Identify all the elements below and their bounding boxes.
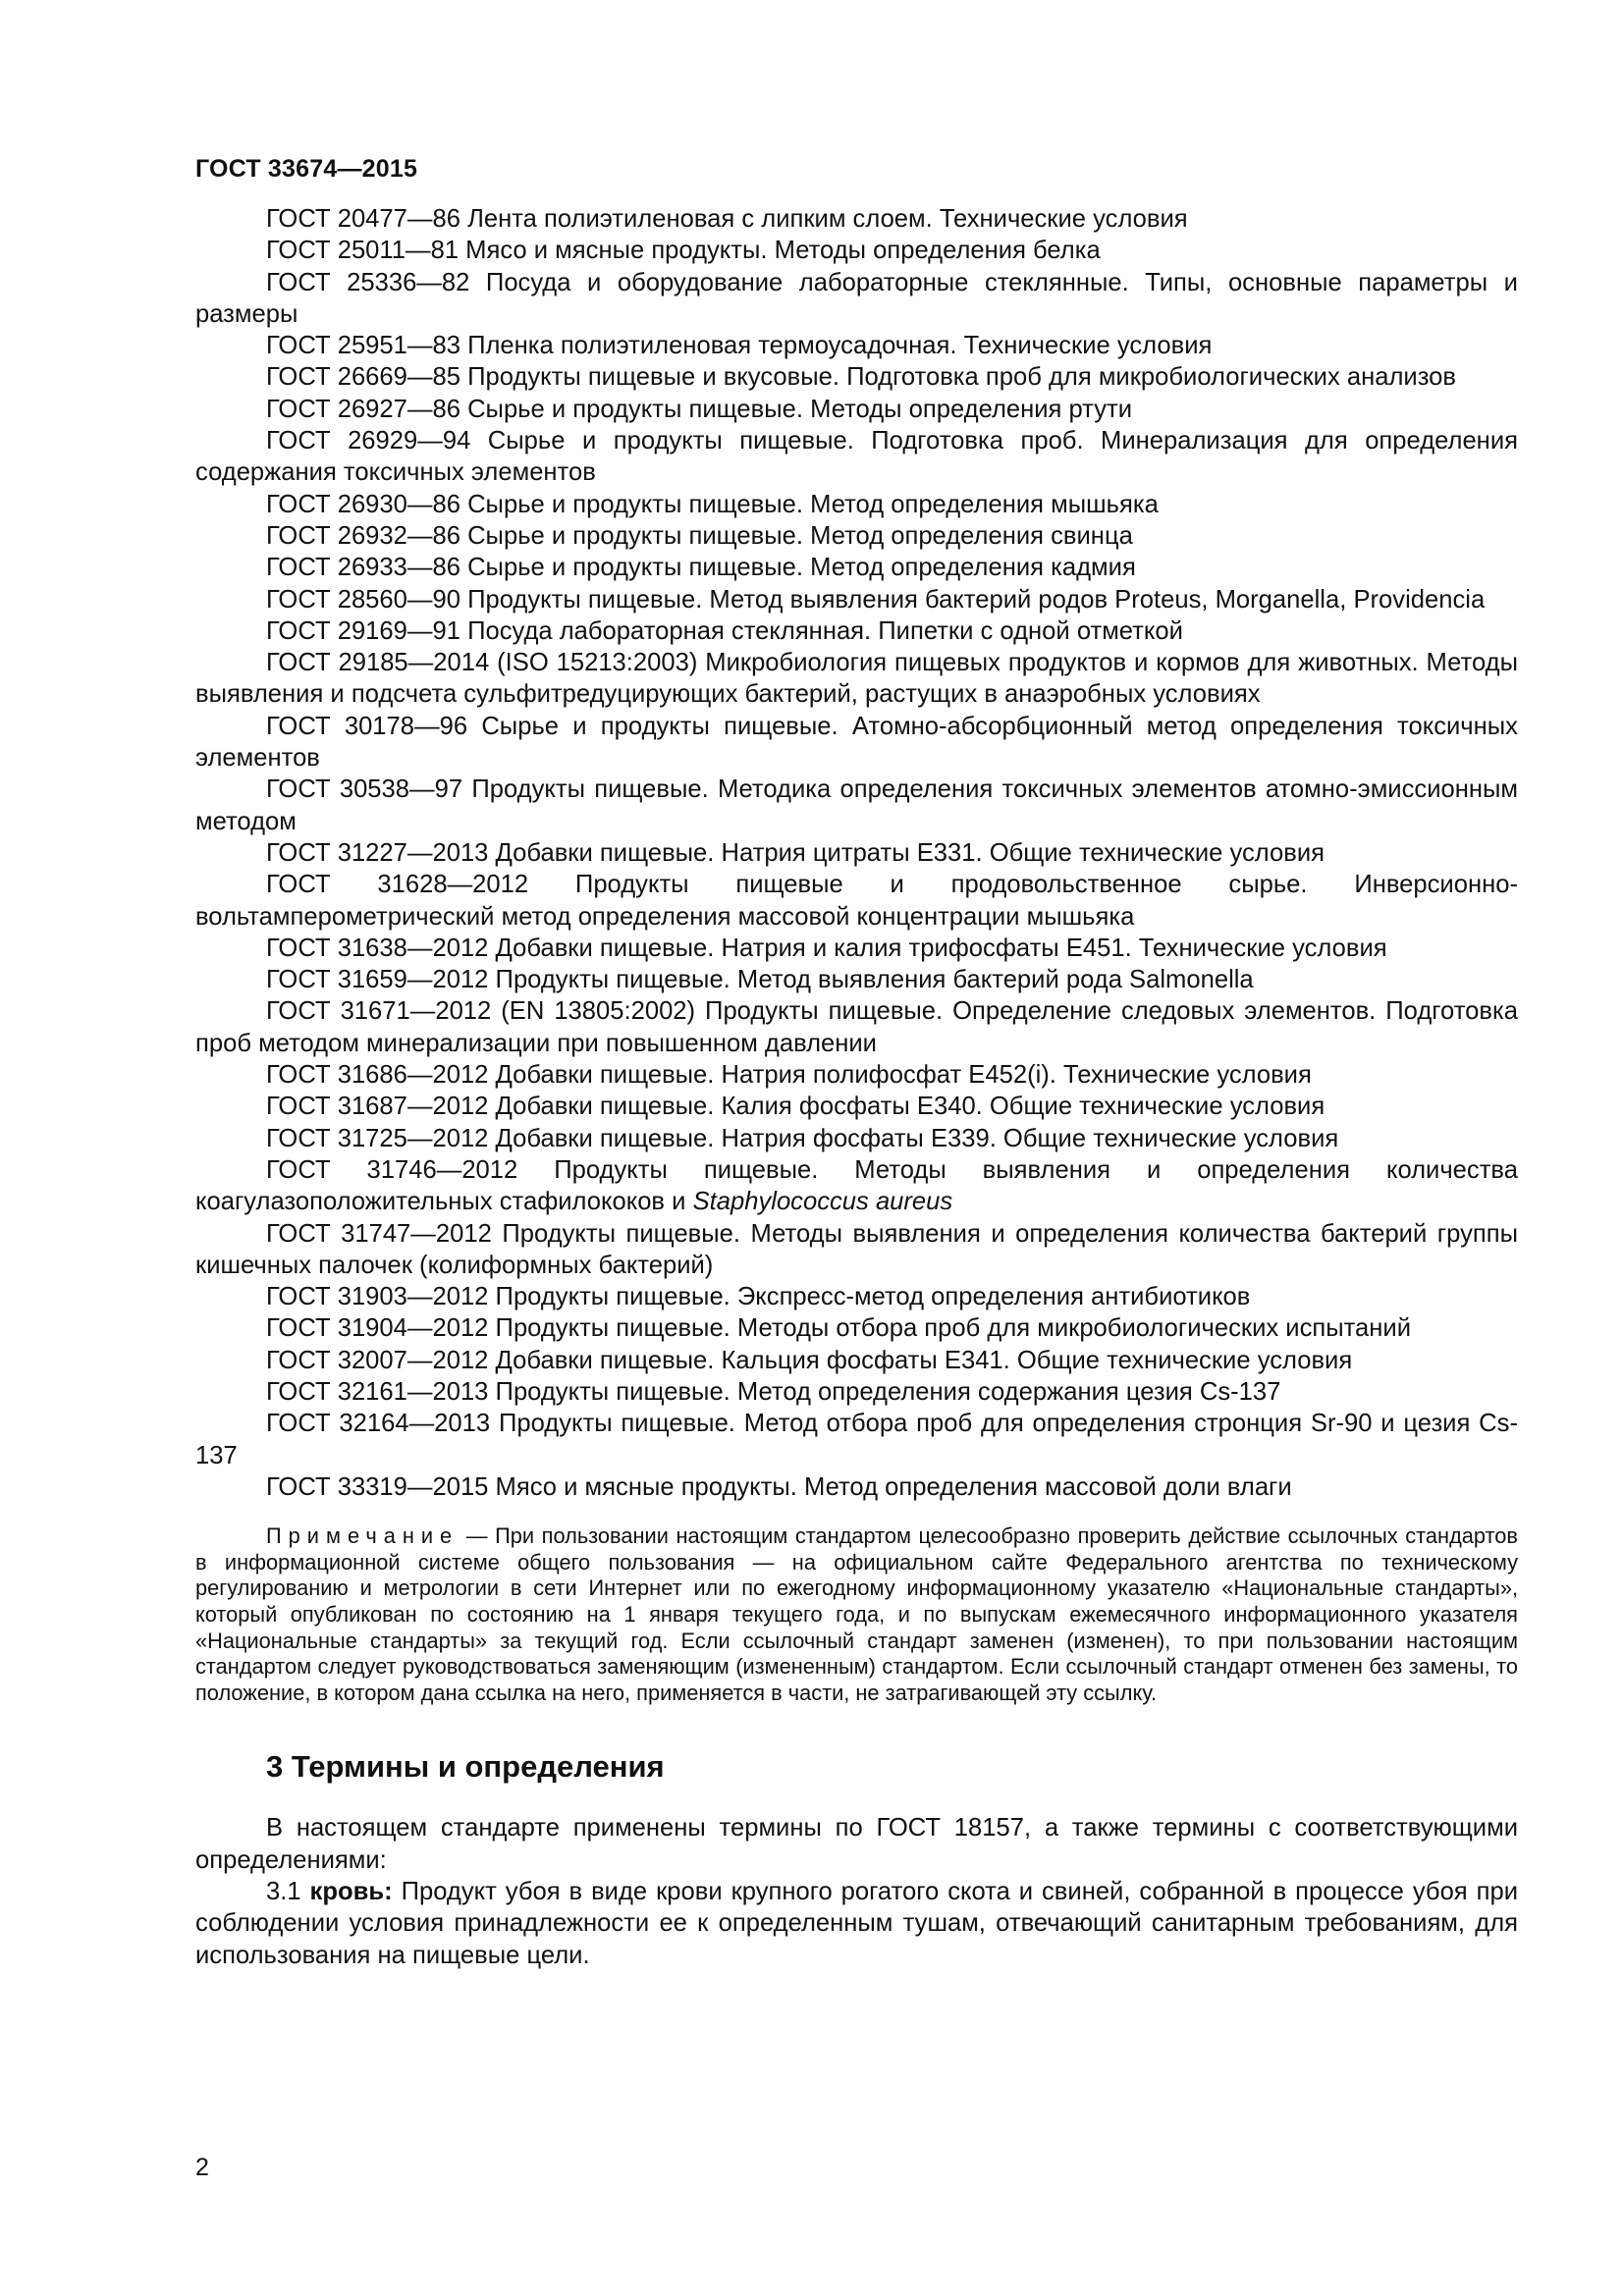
term-definition: Продукт убоя в виде крови крупного рогатого скота и свиней, собранной в процессе убоя при соблюдении условия принадлежности ее к определенным тушам, отвечающий санитарным требованиям, для использования на пищевые цели.: [195, 1877, 1518, 1969]
section-3-intro: В настоящем стандарте применены термины по ГОСТ 18157, а также термины с соответствующими определениями:: [195, 1814, 1518, 1874]
reference-code: ГОСТ 31903—2012: [266, 1283, 489, 1311]
reference-code: ГОСТ 31227—2013: [266, 838, 489, 867]
reference-title: Мясо и мясные продукты. Методы определения белка: [465, 237, 1101, 265]
reference-code: ГОСТ 31687—2012: [266, 1093, 489, 1121]
reference-title: Продукты пищевые. Метод определения содержания цезия Cs-137: [495, 1377, 1281, 1406]
reference-item: [195, 1091, 1518, 1122]
reference-title: Пленка полиэтиленовая термоусадочная. Технические условия: [467, 332, 1213, 360]
reference-title: Продукты пищевые и продовольственное сырье. Инверсионно-вольтамперометрический метод определения массовой концентрации мышьяка: [195, 871, 1518, 931]
document-header-code: ГОСТ 33674—2015: [195, 155, 418, 183]
reference-item: [195, 267, 1518, 331]
note-paragraph: [195, 1523, 1518, 1706]
reference-title: Продукты пищевые. Методы выявления и определения количества коагулазоположительных стафилококов и: [195, 1155, 1518, 1216]
reference-item: [195, 489, 1518, 520]
reference-code: ГОСТ 32161—2013: [266, 1377, 489, 1406]
reference-title: Добавки пищевые. Калия фосфаты Е340. Общие технические условия: [495, 1093, 1325, 1121]
reference-title: Посуда и оборудование лабораторные стеклянные. Типы, основные параметры и размеры: [195, 268, 1518, 328]
document-body: [195, 203, 1518, 1971]
reference-item: [195, 520, 1518, 552]
reference-title: Сырье и продукты пищевые. Методы определения ртути: [467, 395, 1133, 423]
reference-code: ГОСТ 30178—96: [266, 712, 468, 740]
reference-code: ГОСТ 20477—86: [266, 205, 460, 233]
reference-code: ГОСТ 26932—86: [266, 521, 460, 550]
term-name: кровь:: [309, 1877, 393, 1905]
reference-code: ГОСТ 29169—91: [266, 616, 460, 645]
reference-title: Сырье и продукты пищевые. Метод определения кадмия: [467, 554, 1136, 582]
reference-title: Сырье и продукты пищевые. Атомно-абсорбционный метод определения токсичных элементов: [195, 712, 1518, 773]
reference-title: Добавки пищевые. Натрия цитраты Е331. Общие технические условия: [495, 838, 1325, 867]
reference-code: ГОСТ 31746—2012: [266, 1155, 518, 1184]
section-3-title: 3 Термины и определения: [266, 1749, 665, 1785]
reference-code: ГОСТ 31671—2012: [266, 997, 492, 1026]
reference-item: [195, 203, 1518, 235]
note-text: — При пользовании настоящим стандартом целесообразно проверить действие ссылочных стандартов в информационной системе общего пользования — на официальном сайте Федерального агентства по техническому регулированию и метрологии в сети Интернет или по ежегодному информационному указателю «Национальные стандарты», который опубликован по состоянию на 1 января текущего года, и по выпускам ежемесячного информационного указателя «Национальные стандарты» за текущий год. Если ссылочный стандарт заменен (изменен), то при пользовании настоящим стандартом следует руководствоваться заменяющим (измененным) стандартом. Если ссылочный стандарт отменен без замены, то положение, в котором дана ссылка на него, применяется в части, не затрагивающей эту ссылку.: [195, 1523, 1518, 1705]
reference-title: Продукты пищевые. Метод выявления бактерий родов Proteus, Morganella, Providencia: [467, 585, 1486, 614]
reference-code: ГОСТ 26669—85: [266, 363, 460, 392]
reference-title: Посуда лабораторная стеклянная. Пипетки с одной отметкой: [467, 616, 1183, 645]
reference-item: [195, 1345, 1518, 1376]
reference-item: [195, 711, 1518, 774]
reference-code: ГОСТ 29185—2014: [266, 649, 490, 677]
reference-code: ГОСТ 25951—83: [266, 332, 460, 360]
reference-item: [195, 425, 1518, 489]
reference-item: [195, 837, 1518, 869]
reference-title-italic: Staphylococcus aureus: [692, 1188, 953, 1216]
term-number: 3.1: [266, 1877, 301, 1905]
reference-code: ГОСТ 31725—2012: [266, 1124, 489, 1152]
reference-item: [195, 235, 1518, 266]
reference-item: [195, 1312, 1518, 1344]
reference-code: ГОСТ 31686—2012: [266, 1061, 489, 1090]
reference-code: ГОСТ 25336—82: [266, 268, 470, 296]
reference-title: Лента полиэтиленовая с липким слоем. Технические условия: [467, 205, 1188, 233]
reference-item: [195, 933, 1518, 964]
reference-code: ГОСТ 26933—86: [266, 554, 460, 582]
reference-code: ГОСТ 31747—2012: [266, 1219, 492, 1248]
reference-code: ГОСТ 30538—97: [266, 775, 463, 804]
reference-item: [195, 1218, 1518, 1282]
reference-item: [195, 552, 1518, 583]
reference-title: (ISO 15213:2003) Микробиология пищевых продуктов и кормов для животных. Методы выявления и подсчета сульфитредуцирующих бактерий, растущих в анаэробных условиях: [195, 649, 1518, 709]
reference-item: [195, 584, 1518, 615]
reference-code: ГОСТ 32164—2013: [266, 1410, 491, 1438]
reference-item: [195, 995, 1518, 1059]
reference-item: [195, 647, 1518, 711]
reference-item: [195, 964, 1518, 995]
reference-item: [195, 361, 1518, 393]
reference-item: [195, 1408, 1518, 1471]
reference-title: Сырье и продукты пищевые. Метод определения мышьяка: [467, 490, 1159, 518]
reference-title: Продукты пищевые. Метод выявления бактерий рода Salmonella: [495, 966, 1254, 994]
reference-code: ГОСТ 33319—2015: [266, 1472, 489, 1501]
reference-item: [195, 615, 1518, 647]
reference-title: Продукты пищевые. Экспресс-метод определения антибиотиков: [495, 1283, 1251, 1311]
page-number: 2: [195, 2154, 209, 2181]
reference-title: Продукты пищевые. Методы отбора проб для микробиологических испытаний: [495, 1314, 1412, 1343]
reference-code: ГОСТ 31904—2012: [266, 1314, 489, 1343]
reference-title: Добавки пищевые. Кальция фосфаты Е341. Общие технические условия: [495, 1346, 1353, 1374]
reference-item: [195, 1059, 1518, 1091]
reference-code: ГОСТ 32007—2012: [266, 1346, 489, 1374]
reference-item: [195, 1281, 1518, 1312]
reference-code: ГОСТ 26927—86: [266, 395, 460, 423]
reference-title: (EN 13805:2002) Продукты пищевые. Определение следовых элементов. Подготовка проб методом минерализации при повышенном давлении: [195, 997, 1518, 1057]
reference-item: [195, 330, 1518, 361]
reference-code: ГОСТ 26930—86: [266, 490, 460, 518]
reference-item: [195, 1471, 1518, 1503]
reference-code: ГОСТ 31628—2012: [266, 871, 529, 899]
reference-title: Добавки пищевые. Натрия фосфаты Е339. Общие технические условия: [495, 1124, 1339, 1152]
reference-code: ГОСТ 31659—2012: [266, 966, 489, 994]
reference-title: Сырье и продукты пищевые. Метод определения свинца: [467, 521, 1133, 550]
reference-code: ГОСТ 31638—2012: [266, 934, 489, 962]
reference-title: Продукты пищевые. Методика определения токсичных элементов атомно-эмиссионным методом: [195, 775, 1518, 835]
reference-item: [195, 394, 1518, 425]
normative-references-list: [195, 203, 1518, 1503]
reference-title: Мясо и мясные продукты. Метод определения массовой доли влаги: [495, 1472, 1292, 1501]
term-3-1-paragraph: [195, 1876, 1518, 1971]
reference-title: Продукты пищевые. Методы выявления и определения количества бактерий группы кишечных палочек (колиформных бактерий): [195, 1219, 1518, 1279]
reference-item: [195, 774, 1518, 837]
reference-item: [195, 1154, 1518, 1218]
reference-code: ГОСТ 26929—94: [266, 427, 471, 455]
reference-code: ГОСТ 25011—81: [266, 237, 460, 265]
reference-title: Добавки пищевые. Натрия полифосфат Е452(i). Технические условия: [495, 1061, 1312, 1090]
reference-item: [195, 1123, 1518, 1154]
reference-title: Сырье и продукты пищевые. Подготовка проб. Минерализация для определения содержания токсичных элементов: [195, 427, 1518, 487]
reference-title: Продукты пищевые и вкусовые. Подготовка проб для микробиологических анализов: [467, 363, 1456, 392]
reference-item: [195, 1376, 1518, 1408]
reference-title: Продукты пищевые. Метод отбора проб для определения стронция Sr-90 и цезия Cs-137: [195, 1410, 1518, 1469]
reference-item: [195, 869, 1518, 933]
note-label: Примечание: [266, 1523, 460, 1549]
reference-code: ГОСТ 28560—90: [266, 585, 460, 614]
reference-title: Добавки пищевые. Натрия и калия трифосфаты Е451. Технические условия: [495, 934, 1387, 962]
